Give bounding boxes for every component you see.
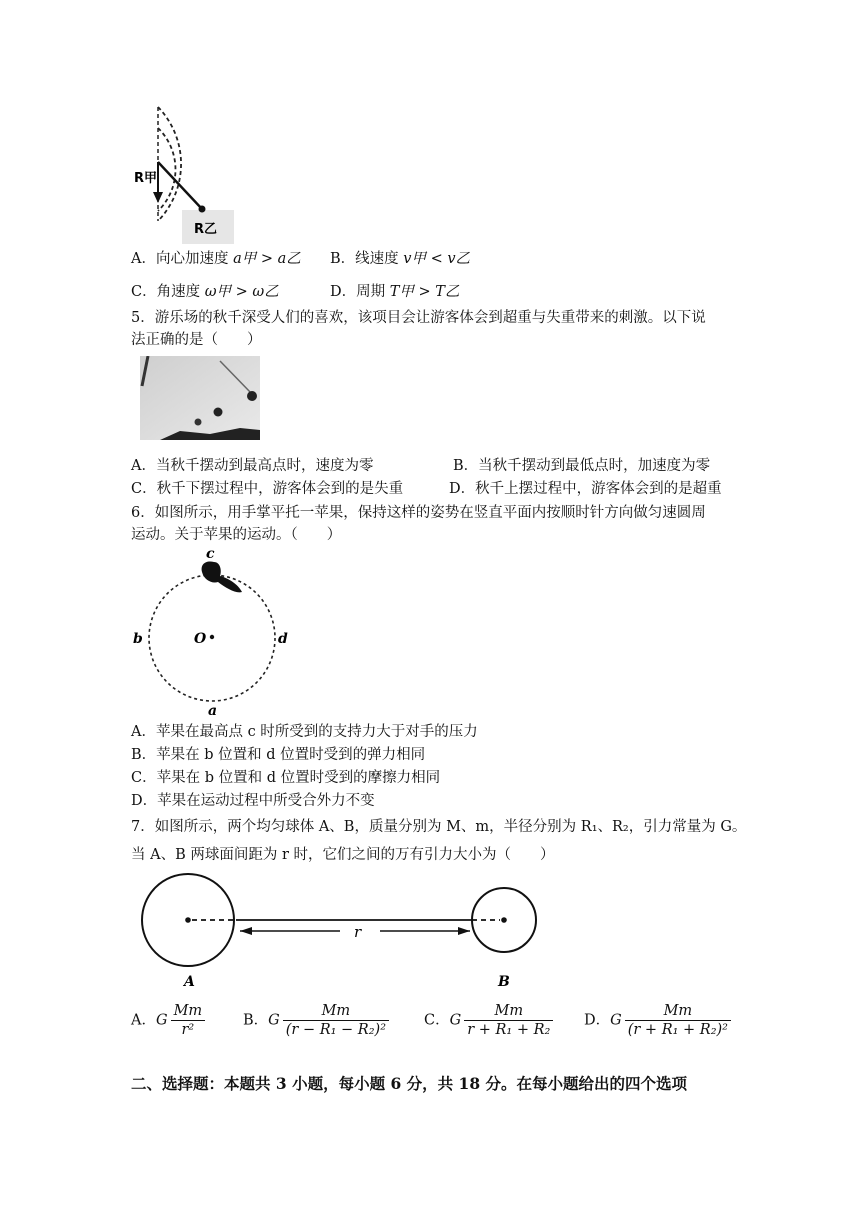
q7-option-d bbox=[584, 1002, 734, 1039]
q4-label-r-jia: R甲 bbox=[134, 171, 158, 186]
q7-option-c-fraction bbox=[464, 1002, 553, 1039]
q7-option-d-g: G bbox=[610, 1012, 622, 1029]
q7-option-a bbox=[131, 1002, 208, 1039]
q4-option-d bbox=[330, 282, 459, 302]
section-2-heading: 二、选择题：本题共 3 小题，每小题 6 分，共 18 分。在每小题给出的四个选项 bbox=[131, 1074, 688, 1093]
q4-option-b-math: v甲 < v乙 bbox=[403, 251, 471, 267]
q4-option-a bbox=[131, 249, 301, 269]
q7-option-d-fraction bbox=[625, 1002, 731, 1039]
q6-option-d: D．苹果在运动过程中所受合外力不变 bbox=[131, 793, 375, 809]
q7-option-a-denominator: r² bbox=[181, 1022, 195, 1038]
q7-option-a-label: A． bbox=[131, 1012, 156, 1029]
q7-option-c-label: C． bbox=[424, 1012, 450, 1029]
q5-swing-photo bbox=[140, 356, 260, 440]
q7-option-b-g: G bbox=[268, 1012, 280, 1029]
q7-option-b bbox=[243, 1002, 392, 1039]
q5-option-b: B．当秋千摆动到最低点时，加速度为零 bbox=[453, 458, 711, 474]
q7-option-a-numerator: Mm bbox=[171, 1002, 206, 1021]
q4-label-r-yi: R乙 bbox=[194, 222, 218, 237]
q6-stem-line-1: 6．如图所示，用手掌平托一苹果，保持这样的姿势在竖直平面内按顺时针方向做匀速圆周 bbox=[131, 505, 706, 521]
q7-label-r: r bbox=[354, 923, 362, 941]
q7-option-b-label: B． bbox=[243, 1012, 269, 1029]
q7-stem-line-2: 当 A、B 两球面间距为 r 时，它们之间的万有引力大小为（ ） bbox=[131, 847, 555, 863]
q6-circle-figure bbox=[128, 544, 308, 716]
q6-option-a: A．苹果在最高点 c 时所受到的支持力大于对手的压力 bbox=[131, 724, 478, 740]
q6-option-b: B．苹果在 b 位置和 d 位置时受到的弹力相同 bbox=[131, 747, 426, 763]
q7-option-c-denominator: r + R₁ + R₂ bbox=[467, 1022, 551, 1038]
q6-label-d: d bbox=[278, 631, 288, 647]
q5-option-d: D．秋千上摆过程中，游客体会到的是超重 bbox=[449, 481, 722, 497]
q4-option-d-math: T甲 > T乙 bbox=[389, 284, 460, 300]
q6-label-b: b bbox=[133, 631, 143, 647]
q7-option-b-denominator: (r − R₁ − R₂)² bbox=[285, 1022, 387, 1038]
q4-option-c bbox=[131, 282, 279, 302]
q4-option-d-text: D．周期 bbox=[330, 284, 386, 300]
q7-option-b-numerator: Mm bbox=[283, 1002, 389, 1021]
q6-stem-line-2: 运动。关于苹果的运动。（ ） bbox=[131, 527, 342, 543]
q7-option-c bbox=[424, 1002, 556, 1039]
q7-option-a-fraction bbox=[171, 1002, 206, 1039]
q4-figure bbox=[130, 100, 240, 245]
q4-option-a-text: A．向心加速度 bbox=[131, 251, 229, 267]
q5-option-c: C．秋千下摆过程中，游客体会到的是失重 bbox=[131, 481, 404, 497]
q7-label-a: A bbox=[184, 974, 195, 990]
q7-stem-line-1: 7．如图所示，两个均匀球体 A、B，质量分别为 M、m，半径分别为 R₁、R₂，引力常量为 G。 bbox=[131, 819, 747, 835]
q7-option-d-denominator: (r + R₁ + R₂)² bbox=[627, 1022, 728, 1038]
q7-option-d-numerator: Mm bbox=[625, 1002, 731, 1021]
q7-option-c-g: G bbox=[449, 1012, 462, 1029]
q5-stem-line-1: 5．游乐场的秋千深受人们的喜欢，该项目会让游客体会到超重与失重带来的刺激。以下说 bbox=[131, 310, 706, 326]
q4-option-c-text: C．角速度 bbox=[131, 284, 201, 300]
q4-option-c-math: ω甲 > ω乙 bbox=[204, 284, 279, 300]
q7-option-c-numerator: Mm bbox=[464, 1002, 553, 1021]
q4-option-b-text: B．线速度 bbox=[330, 251, 399, 267]
q6-label-c: c bbox=[206, 546, 215, 562]
q6-label-a: a bbox=[208, 703, 218, 716]
q6-label-o: O bbox=[194, 631, 207, 647]
q4-option-a-math: a甲 > a乙 bbox=[233, 251, 301, 267]
q7-option-a-g: G bbox=[155, 1012, 168, 1029]
q5-stem-line-2: 法正确的是（ ） bbox=[131, 332, 262, 348]
q6-option-c: C．苹果在 b 位置和 d 位置时受到的摩擦力相同 bbox=[131, 770, 441, 786]
q7-spheres-figure bbox=[140, 872, 550, 992]
q7-option-b-fraction bbox=[283, 1002, 389, 1039]
q7-option-d-label: D． bbox=[584, 1012, 611, 1029]
q4-option-b bbox=[330, 249, 470, 269]
q7-label-b: B bbox=[498, 974, 510, 990]
q5-option-a: A．当秋千摆动到最高点时，速度为零 bbox=[131, 458, 374, 474]
